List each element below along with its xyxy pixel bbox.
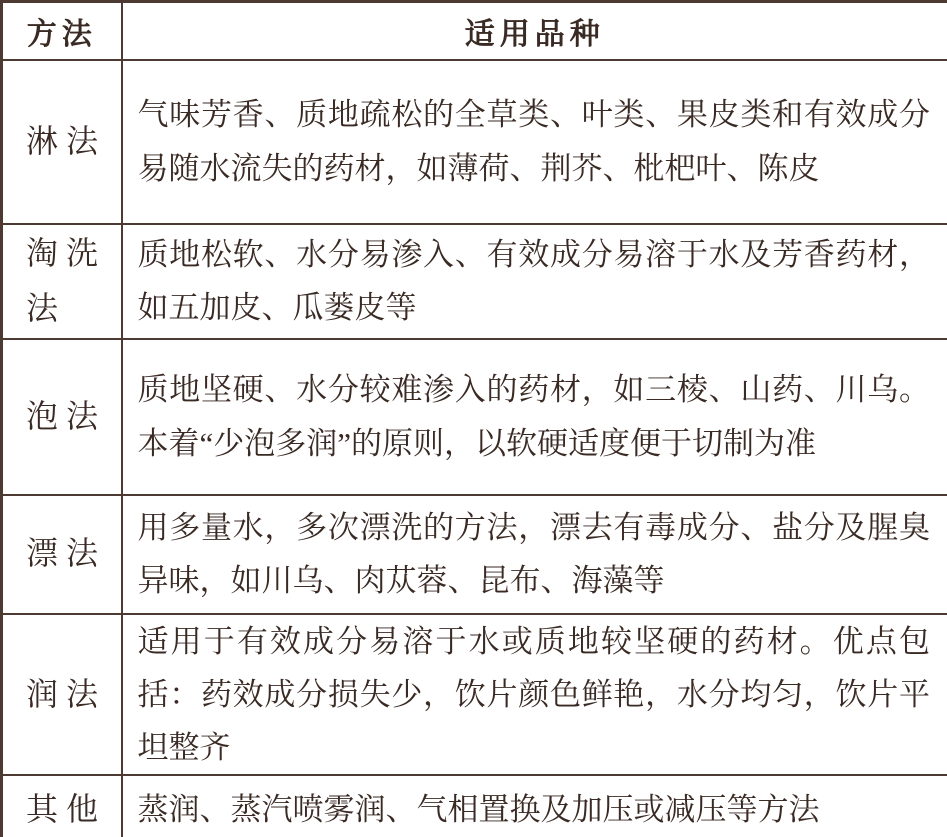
method-cell: 润法 [2, 614, 122, 776]
desc-cell: 质地松软、水分易渗入、有效成分易溶于水及芳香药材，如五加皮、瓜蒌皮等 [122, 224, 947, 339]
table-row [2, 775, 947, 837]
table-row [2, 339, 947, 495]
method-cell: 淘洗法 [2, 224, 122, 339]
table-row [2, 60, 947, 224]
table-row [2, 614, 947, 776]
header-method: 方法 [2, 2, 122, 60]
method-cell: 泡法 [2, 339, 122, 495]
method-cell: 淋法 [2, 60, 122, 224]
desc-cell: 气味芳香、质地疏松的全草类、叶类、果皮类和有效成分易随水流失的药材，如薄荷、荆芥、枇杷叶、陈皮 [122, 60, 947, 224]
desc-cell: 蒸润、蒸汽喷雾润、气相置换及加压或减压等方法 [122, 775, 947, 837]
method-cell: 其他 [2, 775, 122, 837]
header-applicable: 适用品种 [122, 2, 947, 60]
table-row [2, 495, 947, 614]
method-cell: 漂法 [2, 495, 122, 614]
desc-cell: 用多量水，多次漂洗的方法，漂去有毒成分、盐分及腥臭异味，如川乌、肉苁蓉、昆布、海藻等 [122, 495, 947, 614]
desc-cell: 适用于有效成分易溶于水或质地较坚硬的药材。优点包括：药效成分损失少，饮片颜色鲜艳，水分均匀，饮片平坦整齐 [122, 614, 947, 776]
table-row [2, 224, 947, 339]
desc-cell: 质地坚硬、水分较难渗入的药材，如三棱、山药、川乌。本着“少泡多润”的原则，以软硬适度便于切制为准 [122, 339, 947, 495]
header-row [2, 2, 947, 60]
